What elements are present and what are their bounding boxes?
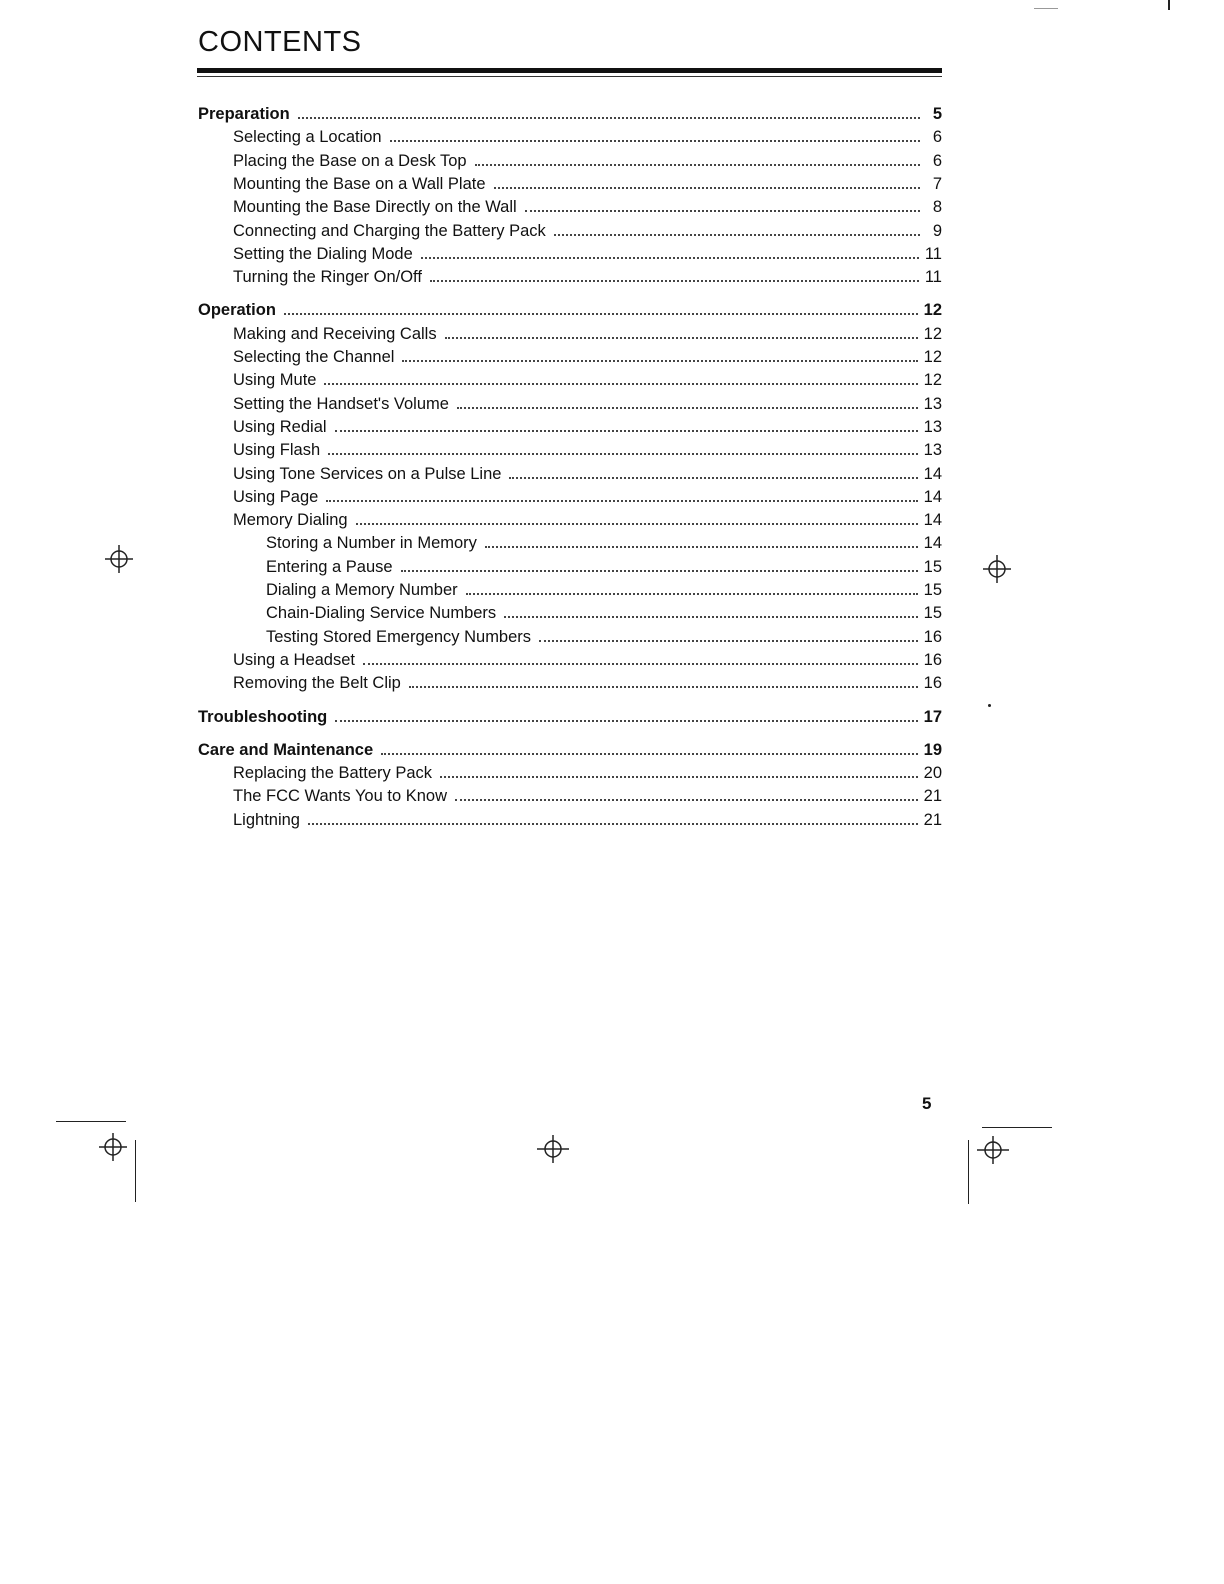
toc-entry-label: Using a Headset [233,650,355,669]
crop-mark [982,1127,1052,1128]
toc-entry-page: 13 [923,417,942,436]
page-number: 5 [922,1094,932,1113]
toc-entry [233,650,942,672]
registration-mark-icon [982,554,1012,584]
toc-entry-page: 12 [923,371,942,390]
toc-entry-page: 19 [923,740,942,759]
toc-entry-label: Care and Maintenance [198,740,374,759]
toc-entry-page: 12 [923,301,942,320]
toc-entry-page: 16 [923,627,942,646]
toc-entry-label: Using Flash [233,441,321,460]
toc-entry-label: Using Redial [233,417,327,436]
speck [988,704,991,707]
dot-leader [525,210,920,212]
dot-leader [401,570,918,572]
toc-entry-page: 14 [923,534,942,553]
toc-entry [266,603,942,625]
registration-mark-icon [104,544,134,574]
dot-leader [509,477,917,479]
crop-mark [56,1121,126,1122]
toc-entry [266,627,942,649]
toc-section [198,104,942,126]
toc-entry-label: Placing the Base on a Desk Top [233,151,467,170]
toc-entry [233,487,942,509]
crop-mark [135,1140,136,1202]
toc-entry-page: 20 [923,764,942,783]
toc-entry-label: Lightning [233,810,300,829]
toc-entry-page: 8 [932,198,942,217]
toc-entry [233,394,942,416]
toc-section [198,740,942,762]
toc-entry-page: 9 [932,221,942,240]
toc-entry-label: Dialing a Memory Number [266,581,458,599]
dot-leader [430,280,919,282]
toc-entry-label: Using Tone Services on a Pulse Line [233,464,502,483]
toc-entry [233,370,942,392]
dot-leader [298,117,920,119]
dot-leader [409,686,918,688]
toc-entry-label: Using Mute [233,371,317,390]
toc-entry [233,763,942,785]
dot-leader [475,164,920,166]
toc-entry [233,324,942,346]
dot-leader [504,616,917,618]
toc-entry [233,510,942,532]
registration-mark-icon [98,1132,128,1162]
toc-entry [233,267,942,289]
toc-section [198,300,942,322]
toc-entry-page: 11 [924,268,942,287]
dot-leader [466,593,918,595]
toc-entry [233,464,942,486]
crop-mark [968,1140,969,1204]
dot-leader [455,799,918,801]
toc-entry-page: 14 [923,511,942,530]
toc-entry-label: Storing a Number in Memory [266,534,477,553]
dot-leader [328,453,918,455]
toc-entry-label: Setting the Handset's Volume [233,394,449,413]
toc-entry-label: Turning the Ringer On/Off [233,268,422,287]
toc-entry-page: 17 [923,707,942,726]
dot-leader [421,257,919,259]
dot-leader [390,140,920,142]
crop-mark [1168,0,1170,10]
toc-entry-page: 12 [923,324,942,343]
toc-entry-label: Connecting and Charging the Battery Pack [233,221,546,240]
toc-entry-label: Removing the Belt Clip [233,674,401,693]
toc-entry-page: 14 [923,464,942,483]
toc-entry-label: Mounting the Base on a Wall Plate [233,174,486,193]
toc-entry-page: 13 [923,441,942,460]
toc-entry-page: 21 [923,810,942,829]
toc-entry-page: 7 [932,174,942,193]
toc-entry [233,810,942,832]
page-title: CONTENTS [198,26,362,58]
toc-entry-page: 12 [923,348,942,366]
dot-leader [440,776,918,778]
toc-entry-page: 16 [923,650,942,669]
dot-leader [356,523,918,525]
dot-leader [402,360,917,362]
toc-entry-page: 6 [932,151,942,170]
toc-entry-page: 15 [923,604,942,623]
toc-entry-label: Operation [198,301,276,320]
dot-leader [457,407,918,409]
dot-leader [324,383,917,385]
toc-entry [233,244,942,266]
dot-leader [494,187,920,189]
toc-entry [233,174,942,196]
toc-entry-page: 15 [923,581,942,599]
toc-entry-page: 6 [932,128,942,147]
toc-entry-page: 13 [923,394,942,413]
dot-leader [326,500,917,502]
toc-entry-label: Testing Stored Emergency Numbers [266,627,532,646]
dot-leader [363,663,918,665]
toc-entry [233,417,942,439]
toc-entry-label: Setting the Dialing Mode [233,244,413,263]
toc-section [198,707,942,729]
toc-entry-page: 11 [924,244,942,263]
toc-entry [266,533,942,555]
toc-entry-page: 14 [923,487,942,506]
toc-entry-label: Preparation [198,105,290,123]
registration-mark-icon [536,1134,570,1164]
toc-entry-label: Mounting the Base Directly on the Wall [233,198,517,217]
dot-leader [308,823,918,825]
toc-entry-label: Troubleshooting [198,707,328,726]
toc-entry [266,557,942,579]
dot-leader [554,234,920,236]
toc-entry-label: Memory Dialing [233,511,348,530]
toc-entry [233,673,942,695]
toc-entry-label: The FCC Wants You to Know [233,787,447,806]
toc-entry-label: Making and Receiving Calls [233,324,437,343]
dot-leader [335,720,917,722]
toc-entry-label: Chain-Dialing Service Numbers [266,604,497,623]
toc-entry-page: 15 [923,557,942,576]
dot-leader [284,313,918,315]
dot-leader [445,337,918,339]
toc-entry-label: Selecting a Location [233,128,382,147]
toc-entry [233,347,942,369]
toc-entry [233,786,942,808]
toc-entry [233,151,942,173]
registration-mark-icon [976,1135,1010,1165]
toc-entry [233,197,942,219]
toc-entry-page: 5 [932,105,942,123]
toc-entry-label: Entering a Pause [266,557,393,576]
toc-entry-label: Selecting the Channel [233,348,395,366]
toc-entry-label: Using Page [233,487,319,506]
crop-mark [1034,8,1058,9]
toc-entry-page: 21 [923,787,942,806]
toc-entry [266,580,942,602]
toc-entry [233,440,942,462]
toc-entry-label: Replacing the Battery Pack [233,764,433,783]
toc-entry-page: 16 [923,674,942,693]
dot-leader [485,546,918,548]
toc-entry [233,127,942,149]
toc-entry [233,221,942,243]
dot-leader [539,640,918,642]
dot-leader [381,753,918,755]
dot-leader [335,430,918,432]
